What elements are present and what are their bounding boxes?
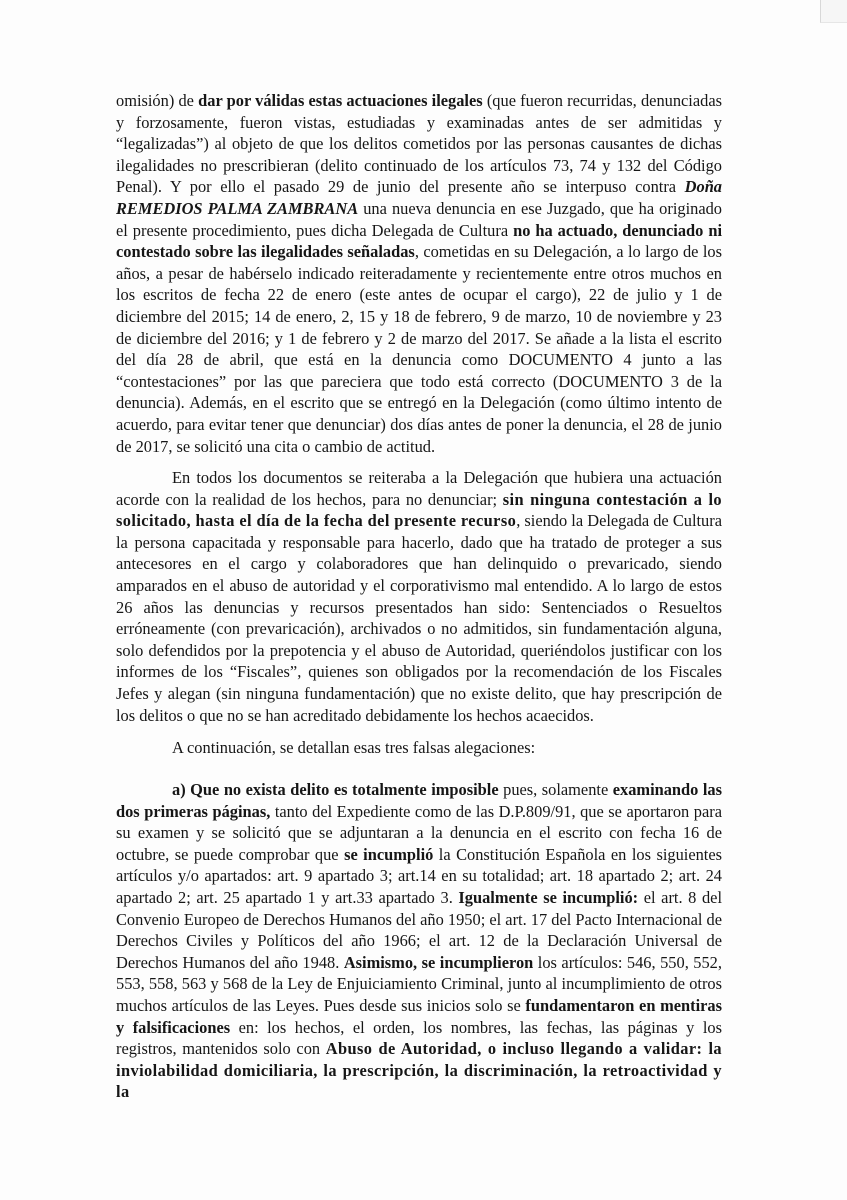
p1-bold-1: dar por válidas estas actuaciones ilegales xyxy=(198,91,483,110)
p4-text-3: la Constitución Española en los siguientes artículos y/o apartados: art. 9 apartado 3; art.14 en su totalidad; art. 18 apartado 2; art. 24 apartado 2; art. 25 apartado 1 y art.33 apartado 3. xyxy=(116,844,722,907)
p1-text-4: , cometidas en su Delegación, a lo largo de los años, a pesar de habérselo indicado reiteradamente y recientemente entre otros muchos en los escritos de fecha 22 de enero (este antes de ocupar el cargo), 22 de julio y 1 de diciembre del 2015; 14 de enero, 2, 15 y 18 de febrero, 9 de marzo, 10 de noviembre y 23 de diciembre del 2016; y 1 de febrero y 2 de marzo del 2017. Se añade a la lista el escrito del día 28 de abril, que está en la denuncia como DOCUMENTO 4 junto a las “contestaciones” por las que pareciera que todo está correcto (DOCUMENTO 3 de la denuncia). Además, en el escrito que se entregó en la Delegación (como último intento de acuerdo, para evitar tener que denunciar) dos días antes de poner la denuncia, el 28 de junio de 2017, se solicitó una cita o cambio de actitud. xyxy=(116,242,722,456)
p4-bold-3: se incumplió xyxy=(344,844,434,864)
p4-bold-6: fundamentaron en mentiras y falsificaciones xyxy=(116,995,722,1037)
p1-text-1: omisión) de xyxy=(116,91,199,110)
p1-text-2: (que fueron recurridas, denunciadas y forzosamente, fueron vistas, estudiadas y examinadas antes de ser admitidas y “legalizadas”) al objeto de que los delitos cometidos por las personas causantes de dichas ilegalidades no prescribieran (delito continuado de los artículos 73, 74 y 132 del Código Penal). Y por ello el pasado 29 de junio del presente año se interpuso contra xyxy=(116,91,722,197)
p3-text-1: A continuación, se detallan esas tres falsas alegaciones: xyxy=(172,738,536,757)
p2-text-2: , siendo la Delegada de Cultura la persona capacitada y responsable para hacerlo, dado que ha tratado de proteger a sus antecesores en el cargo y colaboradores que han delinquido o prevaricado, siendo amparados en el abuso de autoridad y el corporativismo mal entendido. A lo largo de estos 26 años las denuncias y recursos presentados han sido: Sentenciados o Resueltos erróneamente (con prevaricación), archivados o no admitidos, sin fundamentación alguna, solo defendidos por la prepotencia y el abuso de Autoridad, queriéndolos justificar con los informes de los “Fiscales”, quienes son obligados por la recomendación de los Fiscales Jefes y alegan (sin ninguna fundamentación) que no existe delito, que hay prescripción de los delitos o que no se han acreditado debidamente los hechos acaecidos. xyxy=(116,511,722,725)
paragraph-3 xyxy=(116,737,722,759)
p4-bold-1: a) Que no exista delito es totalmente imposible xyxy=(172,780,499,799)
p1-text-3: una nueva denuncia en ese Juzgado, que ha originado el presente procedimiento, pues dicha Delegada de Cultura xyxy=(116,198,722,240)
p4-text-4: el art. 8 del Convenio Europeo de Derechos Humanos del año 1950; el art. 17 del Pacto Internacional de Derechos Civiles y Políticos del año 1966; el art. 12 de la Declaración Universal de Derechos Humanos del año 1948. xyxy=(116,887,723,972)
p4-bold-7: Abuso de Autoridad, o incluso llegando a validar: la inviolabilidad domiciliaria, la prescripción, la discriminación, la retroactividad y la xyxy=(116,1039,722,1102)
paragraph-2 xyxy=(116,467,722,726)
p4-text-6: en: los hechos, el orden, los nombres, las fechas, las páginas y los registros, mantenidos solo con xyxy=(116,1017,722,1059)
paragraph-1 xyxy=(116,90,722,457)
p1-bold-2: no ha actuado, denunciado ni contestado sobre las ilegalidades señaladas xyxy=(116,220,722,262)
p1-bold-italic-name: Doña REMEDIOS PALMA ZAMBRANA xyxy=(116,177,722,218)
p2-bold-1: sin ninguna contestación a lo solicitado, hasta el día de la fecha del presente recurso xyxy=(116,489,722,531)
p4-bold-4: Igualmente se incumplió: xyxy=(458,887,639,907)
p2-text-1: En todos los documentos se reiteraba a la Delegación que hubiera una actuación acorde con la realidad de los hechos, para no denunciar; xyxy=(116,468,722,509)
scan-corner-mark xyxy=(820,0,847,23)
p4-text-1: pues, solamente xyxy=(498,780,613,799)
p4-text-2: tanto del Expediente como de las D.P.809/91, que se aportaron para su examen y se solicitó que se adjuntaran a la denuncia en el escrito con fecha 16 de octubre, se puede comprobar que xyxy=(116,801,722,864)
p4-bold-5: Asimismo, se incumplieron xyxy=(343,952,534,972)
p4-text-5: los artículos: 546, 550, 552, 553, 558, 563 y 568 de la Ley de Enjuiciamiento Criminal, junto al incumplimiento de otros muchos artículos de las Leyes. Pues desde sus inicios solo se xyxy=(116,952,722,1015)
p4-bold-2: examinando las dos primeras páginas, xyxy=(116,780,723,821)
paragraph-4-item-a xyxy=(116,779,722,1103)
